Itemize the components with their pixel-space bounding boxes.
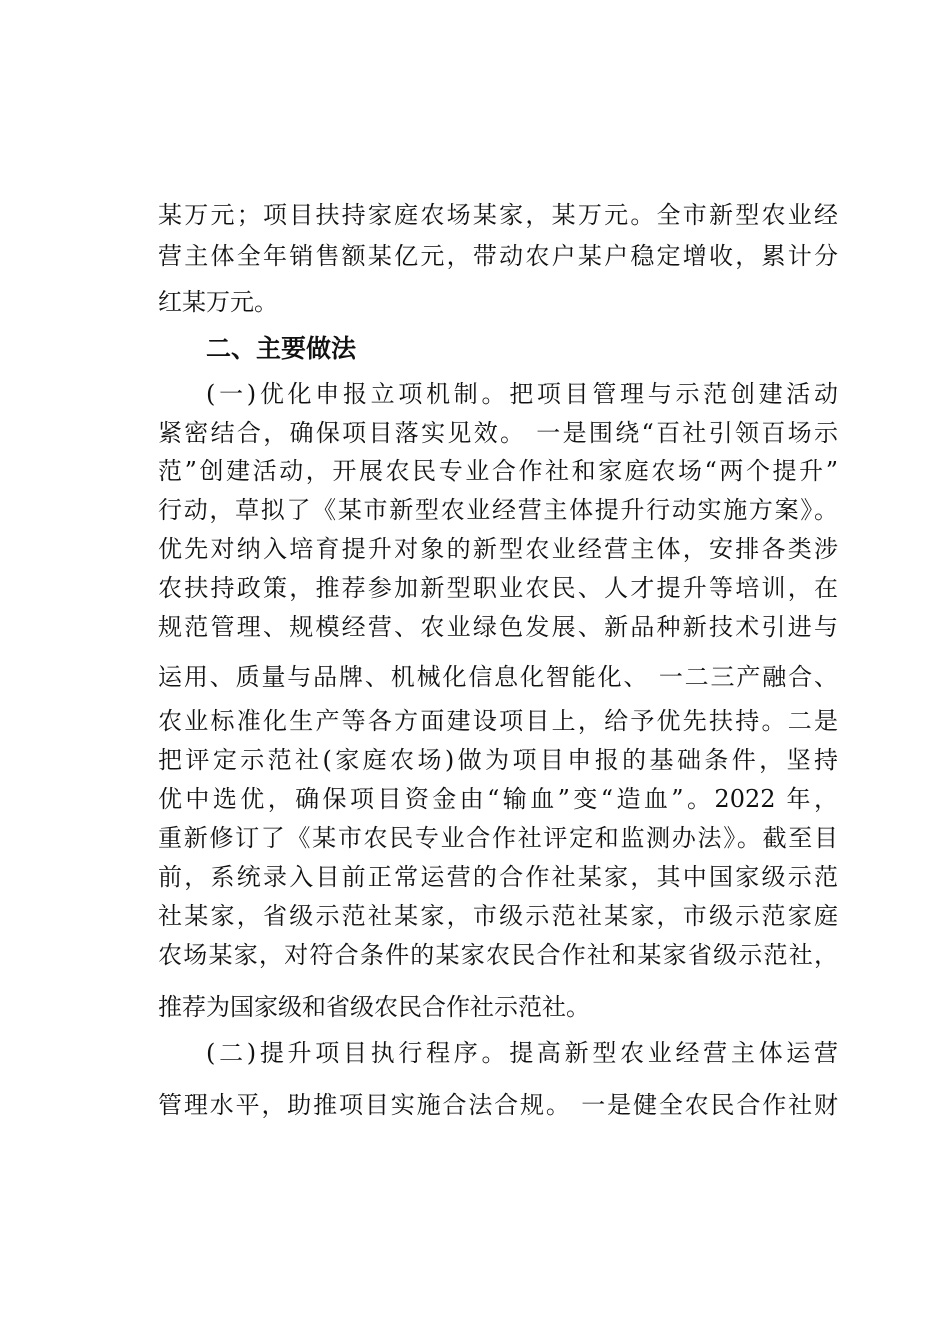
body-line: 推荐为国家级和省级农民合作社示范社。 — [158, 993, 590, 1021]
body-line: 行动，草拟了《某市新型农业经营主体提升行动实施方案》。 — [158, 496, 838, 524]
body-line: 某万元；项目扶持家庭农场某家，某万元。全市新型农业经 — [158, 201, 838, 229]
body-line: 社某家，省级示范社某家，市级示范社某家，市级示范家庭 — [158, 902, 838, 930]
body-line: 范”创建活动，开展农民专业合作社和家庭农场“两个提升” — [158, 457, 838, 485]
body-line: (一)优化申报立项机制。把项目管理与示范创建活动 — [206, 380, 838, 408]
body-line: 管理水平，助推项目实施合法合规。 一是健全农民合作社财 — [158, 1091, 838, 1119]
body-line: 优中选优，确保项目资金由“输血”变“造血”。2022 年， — [158, 785, 838, 813]
body-line: (二)提升项目执行程序。提高新型农业经营主体运营 — [206, 1039, 838, 1067]
body-line: 红某万元。 — [158, 288, 278, 316]
body-line: 农业标准化生产等各方面建设项目上，给予优先扶持。二是 — [158, 707, 838, 735]
body-line: 运用、质量与品牌、机械化信息化智能化、 一二三产融合、 — [158, 663, 838, 691]
body-line: 营主体全年销售额某亿元，带动农户某户稳定增收，累计分 — [158, 242, 838, 270]
body-line: 前，系统录入目前正常运营的合作社某家，其中国家级示范 — [158, 863, 838, 891]
body-line: 重新修订了《某市农民专业合作社评定和监测办法》。截至目 — [158, 824, 838, 852]
body-line: 农扶持政策，推荐参加新型职业农民、人才提升等培训，在 — [158, 574, 838, 602]
body-line: 优先对纳入培育提升对象的新型农业经营主体，安排各类涉 — [158, 535, 838, 563]
body-line: 农场某家，对符合条件的某家农民合作社和某家省级示范社， — [158, 941, 838, 969]
body-line: 规范管理、规模经营、农业绿色发展、新品种新技术引进与 — [158, 613, 838, 641]
body-line: 紧密结合，确保项目落实见效。 一是围绕“百社引领百场示 — [158, 419, 838, 447]
body-line: 把评定示范社(家庭农场)做为项目申报的基础条件，坚持 — [158, 746, 838, 774]
section-heading: 二、主要做法 — [206, 334, 357, 363]
